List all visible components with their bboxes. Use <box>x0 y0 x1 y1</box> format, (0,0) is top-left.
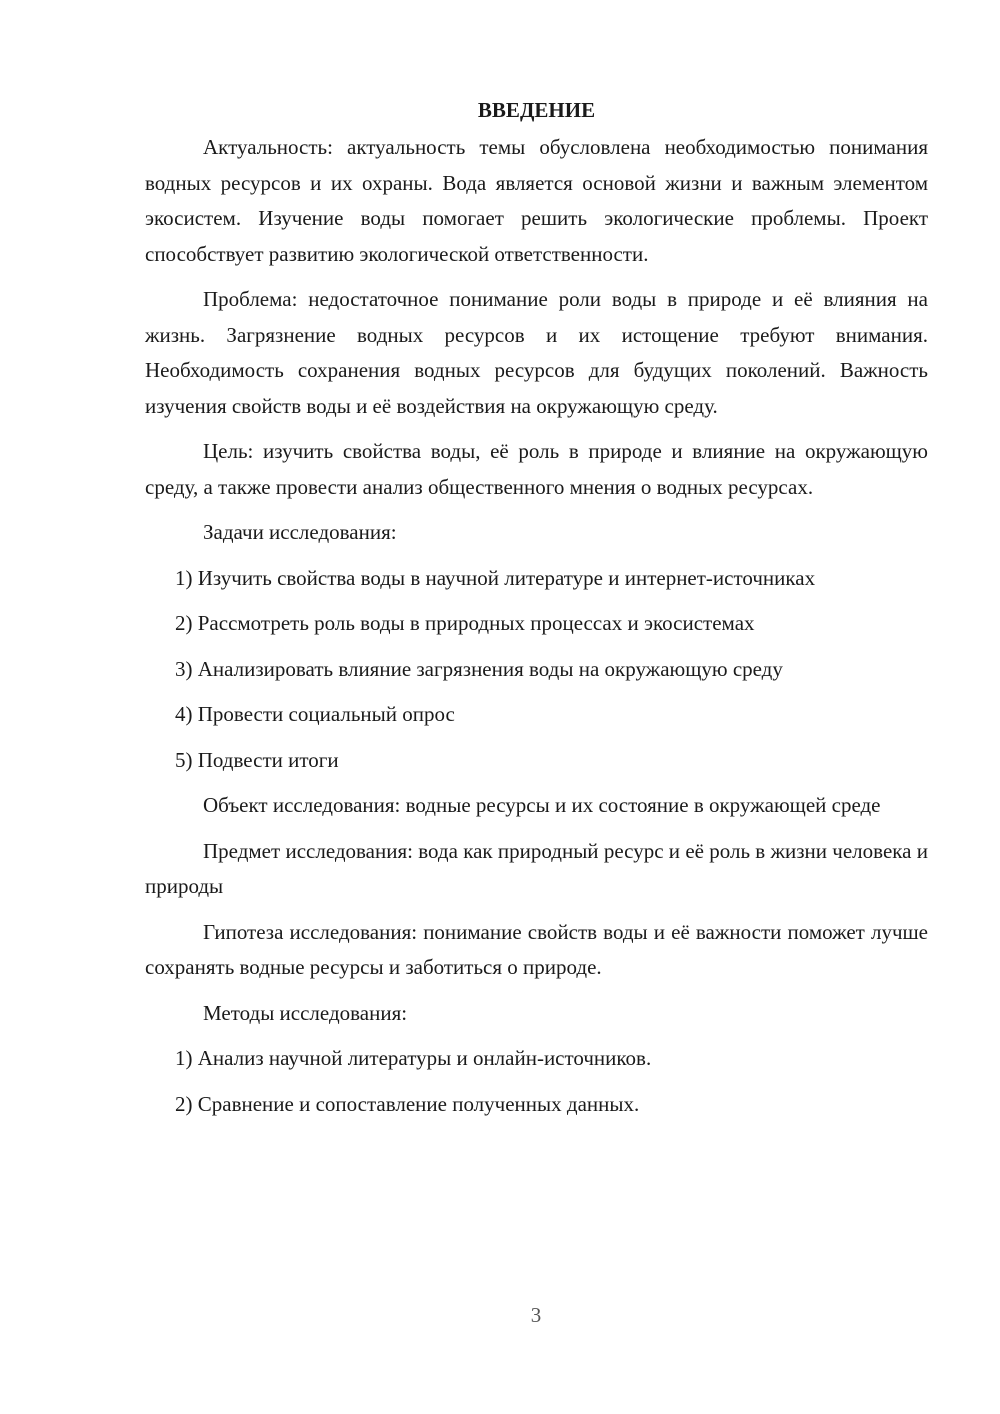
task-item-3: 3) Анализировать влияние загрязнения воды на окружающую среду <box>175 656 783 681</box>
problem-paragraph: Проблема: недостаточное понимание роли воды в природе и её влияния на жизнь. Загрязнение водных ресурсов и их истощение требуют внимания. Необходимость сохранения водных ресурсов для будущих поколений. Важность изучения свойств воды и её воздействия на окружающую среду. <box>145 287 928 418</box>
relevance-paragraph: Актуальность: актуальность темы обусловлена необходимостью понимания водных ресурсов и их охраны. Вода является основой жизни и важным элементом экосистем. Изучение воды помогает решить экологические проблемы. Проект способствует развитию экологической ответственности. <box>145 135 928 266</box>
method-item-2: 2) Сравнение и сопоставление полученных данных. <box>175 1091 640 1116</box>
methods-heading: Методы исследования: <box>203 1000 408 1025</box>
object-paragraph: Объект исследования: водные ресурсы и их состояние в окружающей среде <box>203 793 881 817</box>
method-item-1: 1) Анализ научной литературы и онлайн-источников. <box>175 1046 652 1070</box>
goal-paragraph: Цель: изучить свойства воды, её роль в природе и влияние на окружающую среду, а также провести анализ общественного мнения о водных ресурсах. <box>145 439 928 499</box>
page-number: 3 <box>530 1303 542 1327</box>
hypothesis-paragraph: Гипотеза исследования: понимание свойств воды и её важности поможет лучше сохранять водные ресурсы и заботиться о природе. <box>145 919 928 979</box>
document-page <box>145 92 928 1132</box>
page-title: ВВЕДЕНИЕ <box>477 98 596 122</box>
task-item-2: 2) Рассмотреть роль воды в природных процессах и экосистемах <box>175 611 755 635</box>
tasks-heading: Задачи исследования: <box>203 520 397 544</box>
task-item-5: 5) Подвести итоги <box>175 747 339 772</box>
subject-paragraph: Предмет исследования: вода как природный ресурс и её роль в жизни человека и природы <box>145 838 928 898</box>
task-item-4: 4) Провести социальный опрос <box>175 702 455 726</box>
task-item-1: 1) Изучить свойства воды в научной литературе и интернет-источниках <box>175 565 816 590</box>
